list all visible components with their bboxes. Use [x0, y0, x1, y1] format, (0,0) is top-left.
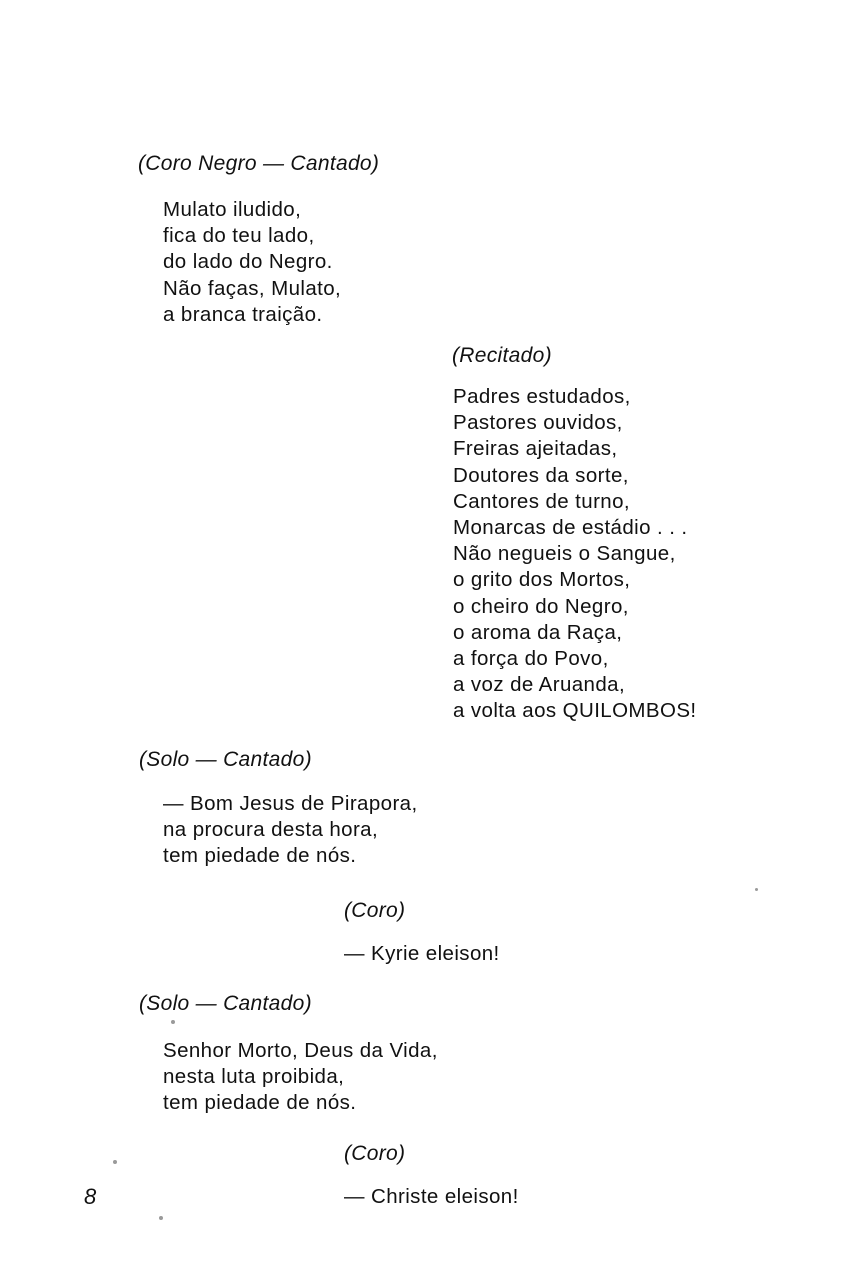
verse-line: nesta luta proibida,	[163, 1065, 345, 1089]
verse-line: — Kyrie eleison!	[344, 942, 500, 965]
verse-line: o aroma da Raça,	[453, 620, 623, 644]
section-heading-solo: (Solo — Cantado)	[139, 992, 312, 1015]
verse-line: a voz de Aruanda,	[453, 673, 626, 697]
verse-line: Senhor Morto, Deus da Vida,	[163, 1039, 438, 1062]
verse-line: — Christe eleison!	[344, 1185, 519, 1208]
verse-line: o grito dos Mortos,	[453, 568, 631, 592]
verse-line: Não negueis o Sangue,	[453, 542, 676, 566]
section-heading-solo: (Solo — Cantado)	[139, 748, 312, 771]
verse-line: a volta aos QUILOMBOS!	[453, 699, 697, 723]
section-heading-coro: (Coro)	[344, 1142, 406, 1165]
verse-line: Doutores da sorte,	[453, 463, 629, 487]
verse-line: fica do teu lado,	[163, 224, 315, 248]
verse-line: Monarcas de estádio . . .	[453, 515, 688, 539]
verse-line: a branca traição.	[163, 302, 323, 326]
verse-line: — Bom Jesus de Pirapora,	[163, 792, 418, 815]
stanza-recitado	[453, 384, 697, 724]
stanza-solo-1	[163, 791, 418, 870]
verse-line: a força do Povo,	[453, 646, 609, 670]
scan-speck	[159, 1216, 163, 1220]
section-heading-recitado: (Recitado)	[452, 344, 552, 367]
section-heading-coro: (Coro)	[344, 899, 406, 922]
stanza-coro-negro	[163, 197, 341, 328]
verse-line: na procura desta hora,	[163, 818, 379, 842]
scan-speck	[113, 1160, 117, 1164]
stanza-solo-2	[163, 1038, 438, 1117]
verse-line: Cantores de turno,	[453, 489, 630, 513]
stanza-coro-2	[344, 1184, 519, 1210]
verse-line: Mulato iludido,	[163, 198, 302, 221]
verse-line: Freiras ajeitadas,	[453, 437, 618, 461]
scan-speck	[171, 1020, 175, 1024]
verse-line: Não faças, Mulato,	[163, 276, 342, 300]
verse-line: tem piedade de nós.	[163, 1091, 357, 1115]
verse-line: Padres estudados,	[453, 385, 631, 408]
verse-line: tem piedade de nós.	[163, 844, 357, 868]
verse-line: do lado do Negro.	[163, 250, 333, 274]
verse-line: Pastores ouvidos,	[453, 411, 623, 435]
verse-line: o cheiro do Negro,	[453, 594, 629, 618]
section-heading-coro-negro: (Coro Negro — Cantado)	[138, 152, 380, 175]
stanza-coro-1	[344, 941, 500, 967]
scan-speck	[755, 888, 758, 891]
page-number: 8	[84, 1184, 97, 1209]
